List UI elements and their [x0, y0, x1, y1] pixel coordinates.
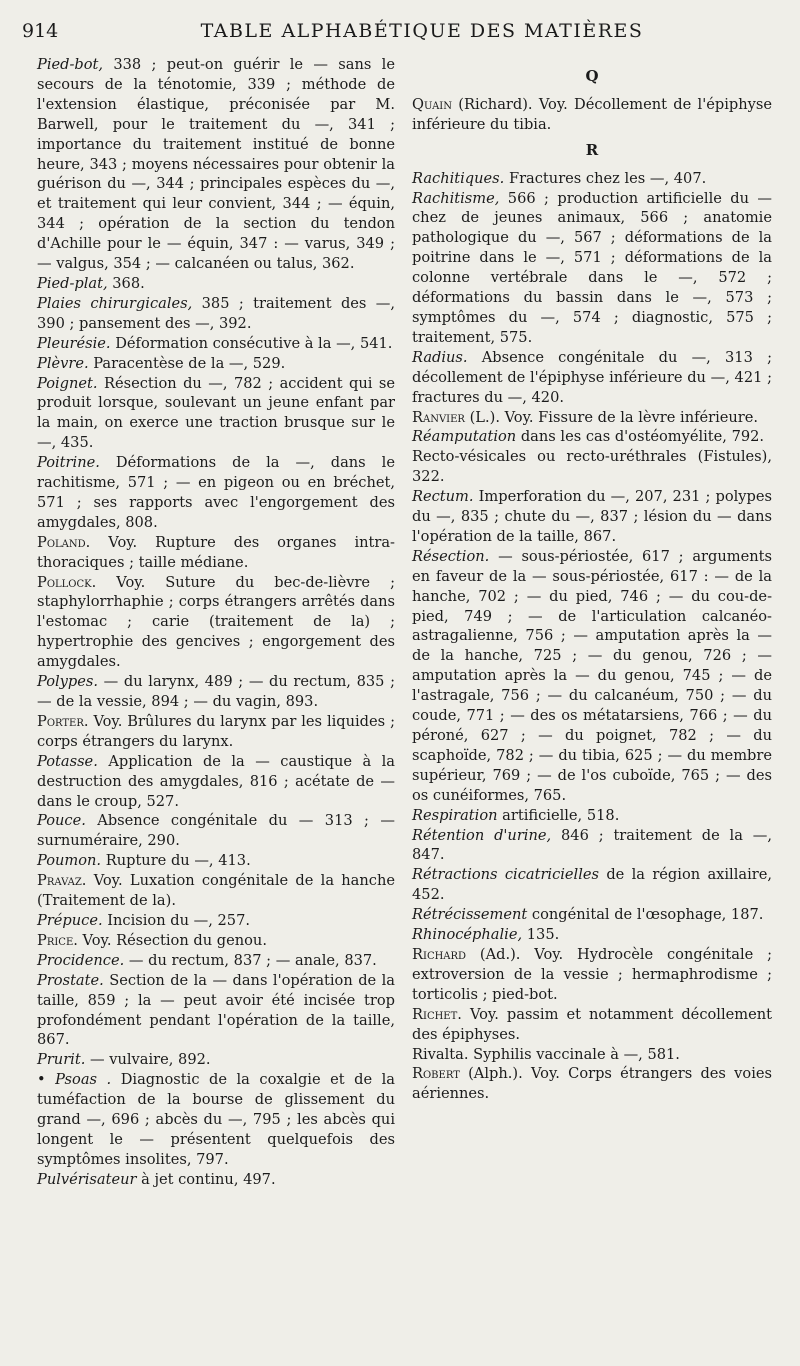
index-entry: [37, 274, 395, 294]
entry-headword: Rectum.: [412, 488, 474, 506]
entry-headword: Pollock.: [37, 573, 97, 591]
index-entry: [37, 871, 395, 911]
entry-headword: Richet.: [412, 1005, 462, 1023]
index-entry: [37, 712, 395, 752]
entry-headword: Réamputation: [412, 428, 517, 446]
entry-text: 566 ; production artificielle du — chez de jeunes animaux, 566 ; anatomie pathologique du —, 567 ; déformations de la poitrine dans le —, 571 ; déformations de la colonne vertébrale dans le —, 572 ; déformations du bassin dans le —, 573 ; symptômes du —, 574 ; diagnostic, 575 ; traitement, 575.: [412, 189, 772, 346]
entry-headword: Poland.: [37, 533, 91, 551]
index-entry: [412, 826, 772, 866]
section-letter-q: Q: [585, 67, 599, 85]
entry-headword: Poumon.: [37, 852, 102, 870]
index-entry: [37, 533, 395, 573]
entry-text: (Richard). Voy. Décollement de l'épiphyse inférieure du tibia.: [412, 95, 772, 133]
index-entry: [37, 1070, 395, 1170]
entry-headword: Pouce.: [37, 812, 86, 830]
entry-headword: Polypes.: [37, 673, 99, 691]
entry-text: Voy. passim et notamment décollement des épiphyses.: [412, 1005, 772, 1043]
entry-text: Rupture du —, 413.: [101, 852, 251, 870]
index-entry: [37, 971, 395, 1051]
index-entry: [37, 672, 395, 712]
entry-text: — du rectum, 837 ; — anale, 837.: [124, 951, 377, 969]
entry-headword: Rétention d'urine,: [412, 826, 552, 844]
entry-headword: Prépuce.: [37, 911, 103, 929]
index-entry: [37, 1050, 395, 1070]
entry-headword: Robert: [412, 1065, 460, 1083]
index-entry: [412, 487, 772, 547]
entry-headword: Plaies chirurgicales,: [37, 294, 193, 312]
entry-text: 385 ; traitement des —, 390 ; pansement des —, 392.: [37, 294, 396, 332]
entry-text: de la région axillaire, 452.: [412, 866, 772, 904]
entry-headword: Ranvier (L.).: [412, 408, 500, 426]
index-entry: [412, 95, 772, 135]
entry-text: Application de la — caustique à la destruction des amygdales, 816 ; acétate de — dans le croup, 527.: [37, 752, 395, 810]
entry-headword: Richard: [412, 945, 467, 963]
entry-text: 338 ; peut-on guérir le — sans le secours de la ténotomie, 339 ; méthode de l'extension élastique, préconisée par M. Barwell, pour le traitement du —, 341 ; importance du traitement institué de bonne heure, 343 ; moyens nécessaires pour obtenir la guérison du —, 344 ; principales espèces du —, et traitement qui leur convient, 344 ; — équin, 344 ; opération de la section du tendon d'Achille pour le — équin, 347 : — varus, 349 ; — valgus, 354 ; — calcanéen ou talus, 362.: [37, 56, 395, 273]
entry-headword: Poitrine.: [37, 454, 100, 472]
page-header: [22, 14, 780, 46]
page-number: 914: [22, 20, 59, 42]
entry-text: Déformations de la —, dans le rachitisme, 571 ; — en pigeon ou en bréchet, 571 ; ses rapports avec l'engorgement des amygdales, 808.: [37, 454, 395, 531]
entry-headword: Price.: [37, 931, 78, 949]
index-entry: [37, 752, 395, 812]
section-q-entries: [412, 95, 772, 135]
entry-headword: Rétrécissement: [412, 906, 528, 924]
index-entry: [37, 911, 395, 931]
entry-text: Voy. Brûlures du larynx par les liquides ; corps étrangers du larynx.: [37, 712, 395, 750]
index-entry: [37, 951, 395, 971]
running-title: TABLE ALPHABÉTIQUE DES MATIÈRES: [200, 20, 644, 42]
entry-text: Fractures chez les —, 407.: [504, 169, 707, 187]
entry-text: 846 ; traitement de la —, 847.: [412, 826, 772, 864]
entry-headword: Potasse.: [37, 752, 98, 770]
entry-text: artificielle, 518.: [497, 806, 620, 824]
entry-headword: Pied-plat,: [37, 274, 108, 292]
entry-text: Résection du —, 782 ; accident qui se produit lorsque, soulevant un jeune enfant par la main, on exerce une traction brusque sur le —, 435.: [37, 374, 395, 452]
entry-text: Incision du —, 257.: [102, 911, 250, 929]
index-entry: [412, 905, 772, 925]
entry-text: Rivalta. Syphilis vaccinale à —, 581.: [412, 1045, 680, 1063]
index-entry: [37, 573, 395, 673]
entry-headword: Rachitiques.: [412, 169, 505, 187]
entry-text: Voy. Fissure de la lèvre inférieure.: [499, 408, 759, 426]
entry-text: congénital de l'œsophage, 187.: [527, 906, 764, 924]
entry-headword: Procidence.: [37, 951, 125, 969]
entry-text: Recto-vésicales ou recto-uréthrales (Fistules), 322.: [412, 448, 772, 486]
entry-headword: • Psoas .: [37, 1071, 112, 1089]
entry-headword: Pleurésie.: [37, 334, 111, 352]
index-entry: [37, 374, 395, 454]
index-entry: [412, 925, 772, 945]
entry-headword: Radius.: [412, 348, 468, 366]
index-entry: [412, 1045, 772, 1065]
entry-text: Voy. Résection du genou.: [77, 931, 267, 949]
entry-headword: Rétractions cicatricielles: [412, 866, 600, 884]
index-entry: [37, 811, 395, 851]
entry-headword: Prurit.: [37, 1051, 86, 1069]
index-entry: [412, 865, 772, 905]
entry-text: 368.: [107, 274, 145, 292]
entry-headword: Rhinocéphalie,: [412, 926, 523, 944]
index-entry: [412, 1005, 772, 1045]
entry-headword: Pravaz.: [37, 872, 87, 890]
entry-text: Voy. Luxation congénitale de la hanche (Traitement de la).: [37, 872, 395, 910]
entry-text: Absence congénitale du — 313 ; — surnuméraire, 290.: [37, 812, 395, 850]
entry-text: dans les cas d'ostéomyélite, 792.: [516, 428, 765, 446]
index-entry: [412, 806, 772, 826]
index-entry: [412, 348, 772, 408]
entry-text: — sous-périostée, 617 ; arguments en faveur de la — sous-périostée, 617 : — de la hanche, 702 ; — du pied, 746 ; — du cou-de-pied, 749 ; — de l'articulation calcanéo-astragalienne, 756 ; — amputation après la — de la hanche, 725 ; — du genou, 726 ; — amputation après la — du genou, 745 ; — de l'astragale, 756 ; — du calcanéum, 750 ; — du coude, 771 ; — des os métatarsiens, 766 ; — du péroné, 627 ; — du poignet, 782 ; — du scaphoïde, 782 ; — du tibia, 625 ; — du membre supérieur, 769 ; — de l'os cuboïde, 765 ; — des os cunéiformes, 765.: [412, 547, 772, 804]
entry-headword: Porter.: [37, 712, 89, 730]
entry-text: 135.: [522, 926, 560, 944]
entry-headword: Prostate.: [37, 971, 104, 989]
index-entry: [412, 408, 772, 428]
index-entry: [37, 55, 395, 274]
entry-headword: Plèvre.: [37, 354, 89, 372]
entry-text: Diagnostic de la coxalgie et de la tuméfaction de la bourse de glissement du grand —, 696 ; abcès du —, 795 ; les abcès qui longent le — présentent quelquefois des symptômes insolites, 797.: [37, 1071, 395, 1168]
index-entry: [412, 1064, 772, 1104]
index-entry: [37, 851, 395, 871]
index-entry: [412, 169, 772, 189]
entry-text: Voy. Suture du bec-de-lièvre ; staphylorrhaphie ; corps étrangers arrêtés dans l'estomac ; carie (traitement de la) ; hypertrophie des gencives ; engorgement des amygdales.: [37, 573, 395, 671]
entry-headword: Poignet.: [37, 374, 98, 392]
entry-text: — du larynx, 489 ; — du rectum, 835 ; — de la vessie, 894 ; — du vagin, 893.: [37, 673, 395, 710]
entry-headword: Respiration: [412, 806, 498, 824]
index-entry: [37, 453, 395, 533]
entry-text: à jet continu, 497.: [136, 1170, 276, 1188]
index-entry: [37, 334, 395, 354]
entry-headword: Quain: [412, 95, 453, 113]
entry-text: Paracentèse de la —, 529.: [88, 354, 286, 372]
index-entry: [37, 294, 395, 334]
entry-text: (Ad.). Voy. Hydrocèle congénitale ; extroversion de la vessie ; hermaphrodisme ; torticolis ; pied-bot.: [412, 945, 772, 1003]
index-entry: [412, 427, 772, 447]
entry-text: Section de la — dans l'opération de la taille, 859 ; la — peut avoir été incisée trop profondément pendant l'opération de la taille, 867.: [37, 971, 395, 1049]
entry-text: Imperforation du —, 207, 231 ; polypes du —, 835 ; chute du —, 837 ; lésion du — dans l'opération de la taille, 867.: [412, 488, 772, 545]
entry-text: Absence congénitale du —, 313 ; décollement de l'épiphyse inférieure du —, 421 ; fractures du —, 420.: [412, 348, 772, 406]
index-entry: [37, 931, 395, 951]
index-entry: [37, 354, 395, 374]
index-entry: [37, 1170, 395, 1190]
left-column: [37, 55, 395, 1190]
entry-headword: Rachitisme,: [412, 189, 500, 207]
entry-text: Déformation consécutive à la —, 541.: [110, 334, 393, 352]
section-letter-r: R: [585, 140, 599, 159]
section-r-entries: [412, 169, 772, 1105]
index-entry: [412, 945, 772, 1005]
index-entry: [412, 447, 772, 487]
index-entry: [412, 547, 772, 806]
entry-text: — vulvaire, 892.: [85, 1051, 211, 1069]
entry-headword: Pied-bot,: [37, 56, 104, 73]
right-column: [412, 55, 772, 1104]
entry-text: (Alph.). Voy. Corps étrangers des voies aériennes.: [412, 1065, 772, 1103]
entry-text: Voy. Rupture des organes intra-thoraciques ; taille médiane.: [37, 533, 395, 571]
index-entry: [412, 189, 772, 348]
entry-headword: Résection.: [412, 547, 490, 565]
entry-headword: Pulvérisateur: [37, 1170, 137, 1188]
